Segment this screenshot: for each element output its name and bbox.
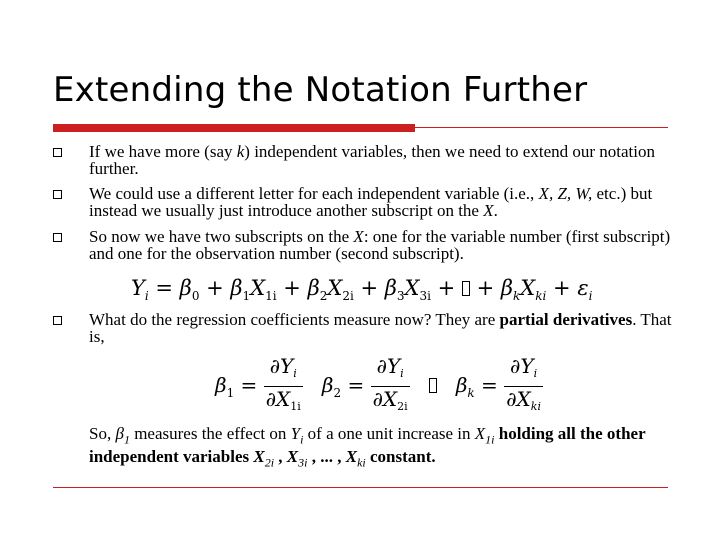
bullet-marker-2 bbox=[53, 190, 62, 199]
bullet-marker-4 bbox=[53, 316, 62, 325]
title-underline-thin bbox=[415, 127, 668, 128]
fraction-k: $\frac{\partial Y_i}{\partial X_{ki}}$ bbox=[506, 354, 541, 413]
bullet-marker-1 bbox=[53, 148, 62, 157]
bullet-text-2: We could use a different letter for each independent variable (i.e., X, Z, W, etc.) but instead we usually just introduce another subscript on the X. bbox=[89, 184, 653, 220]
bullet-marker-3 bbox=[53, 233, 62, 242]
missing-glyph-box bbox=[429, 378, 437, 393]
slide-title: Extending the Notation Further bbox=[53, 70, 588, 110]
conclusion-text: So, $\beta_1$ measures the effect on $Y_i$ of a one unit increase in $X_{1i}$ holding all the other independent variables $X_{2i}$ , $X_{3i}$ , ... , $X_{ki}$ constant. bbox=[89, 424, 646, 470]
fraction-1: $\frac{\partial Y_i}{\partial X_{1i}}$ bbox=[265, 354, 301, 413]
bullet-text-3: So now we have two subscripts on the X: one for the variable number (first subscript) and one for the observation number (second subscript). bbox=[89, 227, 671, 263]
missing-glyph-box bbox=[462, 281, 470, 296]
fraction-2: $\frac{\partial Y_i}{\partial X_{2i}}$ bbox=[372, 354, 408, 413]
title-underline-red bbox=[53, 124, 415, 132]
regression-equation: $Y_i = \beta_0 + \beta_1X_{1i} + \beta_2X_{2i} + \beta_3X_{3i}$ + + $\beta_kX_{ki} + \varepsilon_i$ bbox=[131, 276, 593, 303]
bullet-text-1: If we have more (say k) independent variables, then we need to extend our notation further. bbox=[89, 142, 655, 178]
bullet-text-4: What do the regression coefficients measure now? They are partial derivatives. That is, bbox=[89, 310, 672, 346]
partial-derivatives: $\beta_1$ = $\frac{\partial Y_i}{\partial X_{1i}}$ $\beta_2$ = $\frac{\partial Y_i}{\partial X_{2i}}$ $\beta_k$ = $\frac{\partial Y_i}{\partial X_{ki}}$ bbox=[215, 354, 543, 419]
bottom-rule bbox=[53, 487, 668, 488]
